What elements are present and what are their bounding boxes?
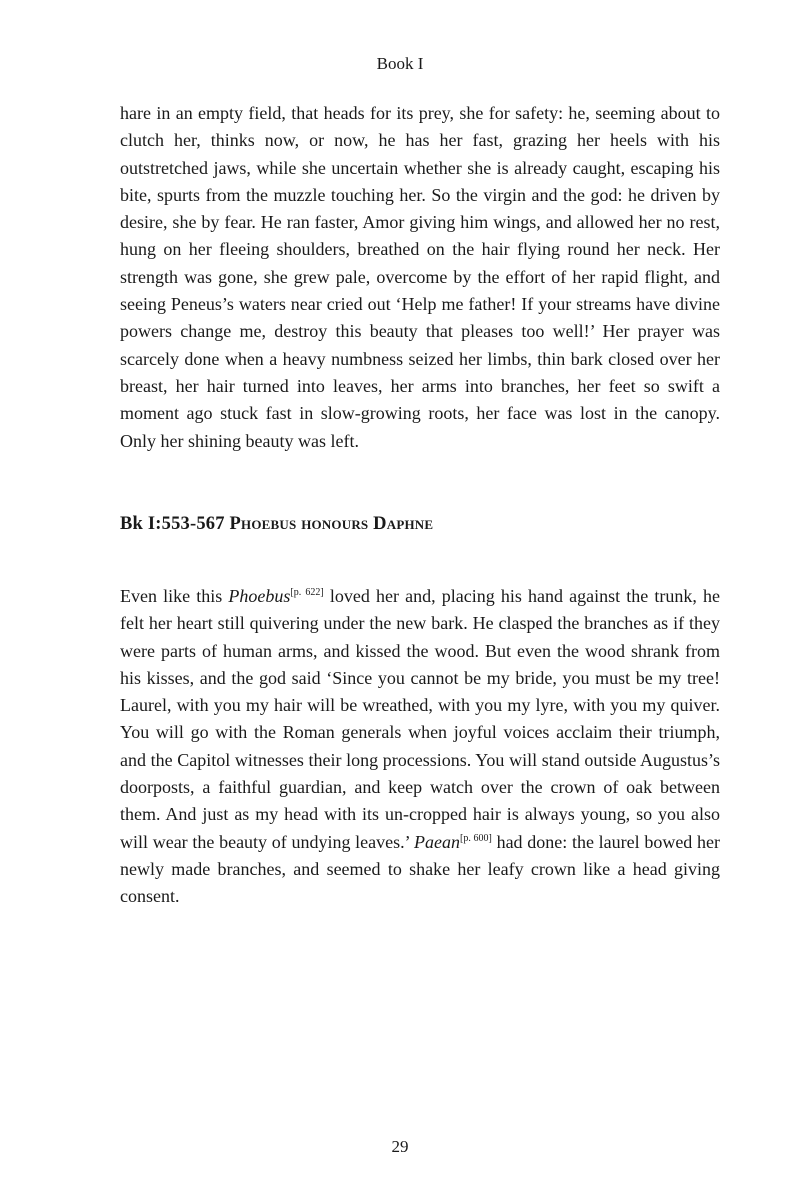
section-heading <box>120 514 720 535</box>
para-lead: Even like this <box>120 586 229 606</box>
body-paragraph: hare in an empty field, that heads for its prey, she for safety: he, seeming about to clutch her, thinks now, or now, he has her fast, grazing her heels with his outstretched jaws, while she uncertain whether she is already caught, escaping his bite, spurts from the muzzle touching her. So the virgin and the god: he driven by desire, she by fear. He ran faster, Amor giving him wings, and allowed her no rest, hung on her fleeing shoulders, breathed on the hair flying round her neck. Her strength was gone, she grew pale, overcome by the effort of her rapid flight, and seeing Peneus’s waters near cried out ‘Help me father! If your streams have divine powers change me, destroy this beauty that pleases too well!’ Her prayer was scarcely done when a heavy numbness seized her limbs, thin bark closed over her breast, her hair turned into leaves, her arms into branches, her feet so swift a moment ago stuck fast in slow-growing roots, her face was lost in the canopy. Only her shining beauty was left. <box>120 103 720 451</box>
para-middle: loved her and, placing his hand against the trunk, he felt her heart still quivering under the new bark. He clasped the branches as if they were parts of human arms, and kissed the wood. But even the wood shrank from his kisses, and the god said ‘Since you cannot be my bride, you must be my tree! Laurel, with you my hair will be wreathed, with you my lyre, with you my quiver. You will go with the Roman generals when joyful voices acclaim their triumph, and the Capitol witnesses their long processions. You will stand outside Augustus’s doorposts, a faithful guardian, and keep watch over the crown of oak between them. And just as my head with its un-cropped hair is always young, so you also will wear the beauty of undying leaves.’ <box>120 586 721 852</box>
page-number: 29 <box>391 1137 409 1156</box>
footnote-ref[interactable]: [p. 600] <box>459 832 492 844</box>
name-paean: Paean <box>414 831 460 852</box>
running-header: Book I <box>376 54 424 73</box>
name-phoebus: Phoebus <box>228 586 291 606</box>
body-paragraph <box>120 583 720 911</box>
section-title: Phoebus honours Daphne <box>229 514 434 534</box>
section-ref: Bk I:553-567 <box>120 514 225 534</box>
para-tail: had done: the laurel bowed her newly made branches, and seemed to shake her leafy crown like a head giving consent. <box>120 831 720 907</box>
footnote-ref[interactable]: [p. 622] <box>290 587 324 598</box>
